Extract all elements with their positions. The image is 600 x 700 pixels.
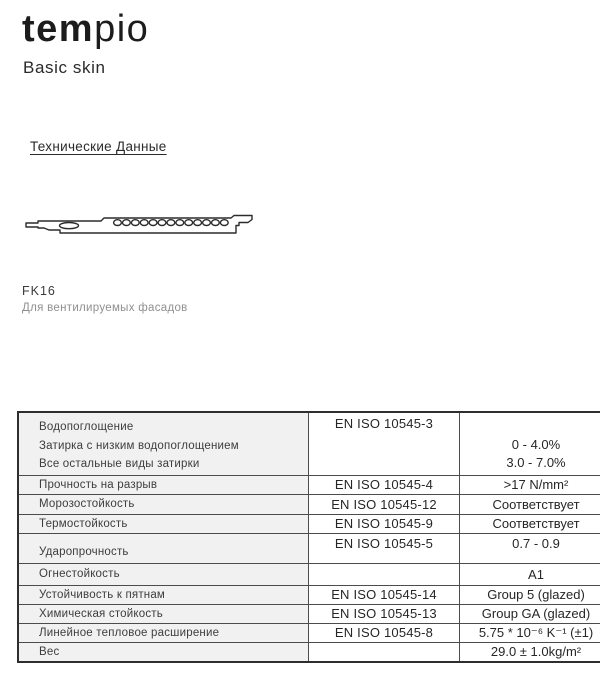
panel-cross-section-drawing <box>24 213 258 243</box>
spec-row-tensile-strength <box>18 475 600 494</box>
spec-value-cell: Group GA (glazed) <box>460 604 600 623</box>
spec-row-chemical-resistance <box>18 604 600 623</box>
spec-row-water-absorption <box>18 412 600 475</box>
spec-value-cell: >17 N/mm² <box>460 475 600 494</box>
spec-value-cell: 29.0 ± 1.0kg/m² <box>460 642 600 662</box>
spec-value-line: 3.0 - 7.0% <box>506 455 566 470</box>
technical-data-link[interactable]: Технические Данные <box>30 139 167 154</box>
spec-label-line: Все остальные виды затирки <box>39 458 200 470</box>
spec-label-cell: Морозостойкость <box>18 494 309 514</box>
spec-value-cell: 5.75 * 10⁻⁶ K⁻¹ (±1) <box>460 623 600 642</box>
spec-standard-cell: EN ISO 10545-5 <box>309 533 460 563</box>
spec-standard-cell: EN ISO 10545-13 <box>309 604 460 623</box>
spec-label-cell: Устойчивость к пятнам <box>18 585 309 604</box>
spec-row-stain-resistance <box>18 585 600 604</box>
spec-label-cell: Химическая стойкость <box>18 604 309 623</box>
spec-label-cell: Вес <box>18 642 309 662</box>
spec-row-linear-thermal-expansion <box>18 623 600 642</box>
spec-standard-cell: EN ISO 10545-3 <box>309 412 460 475</box>
spec-row-thermal-shock-resistance <box>18 514 600 533</box>
product-description: Для вентилируемых фасадов <box>22 302 188 314</box>
spec-label-cell: Линейное тепловое расширение <box>18 623 309 642</box>
spec-label-cell: Огнестойкость <box>18 563 309 585</box>
spec-standard-cell <box>309 563 460 585</box>
spec-standard-cell: EN ISO 10545-14 <box>309 585 460 604</box>
spec-standard-cell: EN ISO 10545-9 <box>309 514 460 533</box>
spec-label-cell <box>18 412 309 475</box>
spec-standard-cell: EN ISO 10545-12 <box>309 494 460 514</box>
spec-value-cell: A1 <box>460 563 600 585</box>
tempio-logo <box>22 8 149 51</box>
spec-label-cell: Прочность на разрыв <box>18 475 309 494</box>
spec-value-cell: Соответствует <box>460 514 600 533</box>
spec-row-impact-resistance <box>18 533 600 563</box>
spec-standard-cell: EN ISO 10545-4 <box>309 475 460 494</box>
spec-standard-cell <box>309 642 460 662</box>
spec-label-cell: Ударопрочность <box>18 533 309 563</box>
spec-value-cell <box>460 412 600 475</box>
spec-table <box>17 411 600 663</box>
spec-label-line: Водопоглощение <box>39 421 134 433</box>
spec-value-cell: Соответствует <box>460 494 600 514</box>
spec-value-cell: 0.7 - 0.9 <box>460 533 600 563</box>
spec-row-weight <box>18 642 600 662</box>
logo-light-part: pio <box>94 8 150 50</box>
product-code: FK16 <box>22 284 56 298</box>
spec-label-cell: Термостойкость <box>18 514 309 533</box>
spec-label-line: Затирка с низким водопоглощением <box>39 439 239 452</box>
spec-value-cell: Group 5 (glazed) <box>460 585 600 604</box>
spec-row-fire-resistance <box>18 563 600 585</box>
logo-bold-part: tem <box>22 8 95 50</box>
spec-row-frost-resistance <box>18 494 600 514</box>
spec-value-line: 0 - 4.0% <box>511 436 561 452</box>
product-line-title: Basic skin <box>23 58 106 77</box>
spec-standard-cell: EN ISO 10545-8 <box>309 623 460 642</box>
